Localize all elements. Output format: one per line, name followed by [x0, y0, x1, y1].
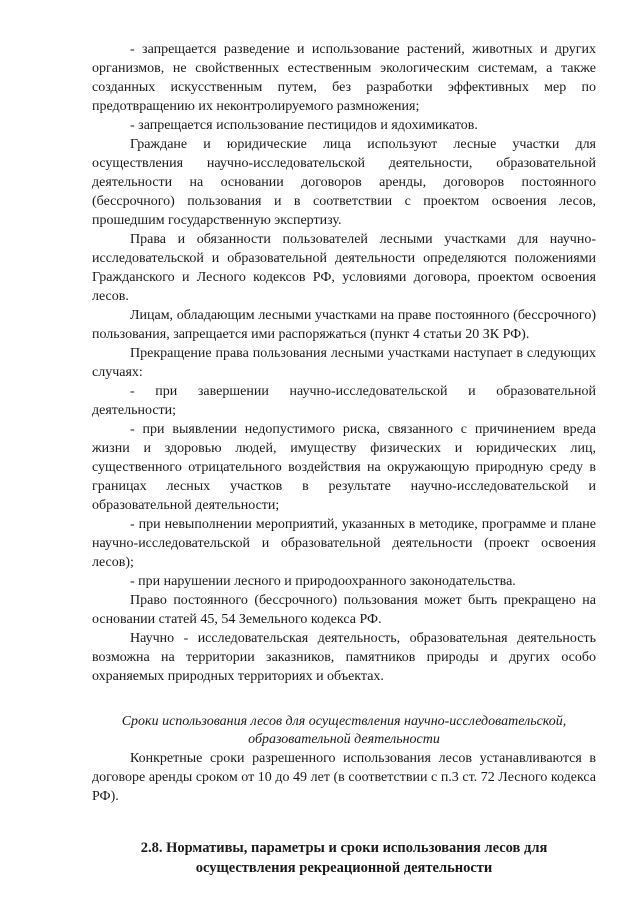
paragraph: - при завершении научно-исследовательской и образовательной деятельности; — [92, 384, 596, 418]
paragraph: Граждане и юридические лица используют лесные участки для осуществления научно-исследовательской деятельности, образовательной деятельности на основании договоров аренды, договоров постоянного (бессрочного) пользования и в соответствии с проектом освоения лесов, прошедшим государственную экспертизу. — [92, 137, 596, 228]
paragraph: - при нарушении лесного и природоохранного законодательства. — [130, 574, 516, 589]
paragraph: Прекращение права пользования лесными участками наступает в следующих случаях: — [92, 346, 596, 380]
section-heading: 2.8. Нормативы, параметры и сроки использования лесов для осуществления рекреационной деятельности — [140, 840, 548, 876]
paragraph: Лицам, обладающим лесными участками на праве постоянного (бессрочного) пользования, запрещается ими распоряжаться (пункт 4 статьи 20 ЗК РФ). — [92, 308, 596, 342]
paragraph: Право постоянного (бессрочного) пользования может быть прекращено на основании статей 45, 54 Земельного кодекса РФ. — [92, 593, 596, 627]
paragraph: Конкретные сроки разрешенного использования лесов устанавливаются в договоре аренды сроком от 10 до 49 лет (в соответствии с п.3 ст. 72 Лесного кодекса РФ). — [92, 751, 596, 804]
paragraph: Права и обязанности пользователей лесными участками для научно-исследовательской и образовательной деятельности определяются положениями Гражданского и Лесного кодексов РФ, условиями договора, проектом освоения лесов. — [92, 232, 596, 304]
paragraph: Научно - исследовательская деятельность, образовательная деятельность возможна на территории заказников, памятников природы и других особо охраняемых природных территориях и объектах. — [92, 631, 596, 684]
subsection-title: Сроки использования лесов для осуществления научно-исследовательской, образовательной деятельности — [121, 714, 567, 747]
paragraph: - запрещается использование пестицидов и ядохимикатов. — [130, 118, 478, 133]
paragraph: - при выявлении недопустимого риска, связанного с причинением вреда жизни и здоровью людей, имуществу физических и юридических лиц, существенного отрицательного воздействия на окружающую природную среду в границах лесных участков в результате научно-исследовательской и образовательной деятельности; — [92, 422, 596, 513]
paragraph: - запрещается разведение и использование растений, животных и других организмов, не свойственных естественным экологическим системам, а также созданных искусственным путем, без разработки эффективных мер по предотвращению их неконтролируемого размножения; — [92, 42, 596, 114]
paragraph: - при невыполнении мероприятий, указанных в методике, программе и плане научно-исследовательской и образовательной деятельности (проект освоения лесов); — [92, 517, 596, 570]
